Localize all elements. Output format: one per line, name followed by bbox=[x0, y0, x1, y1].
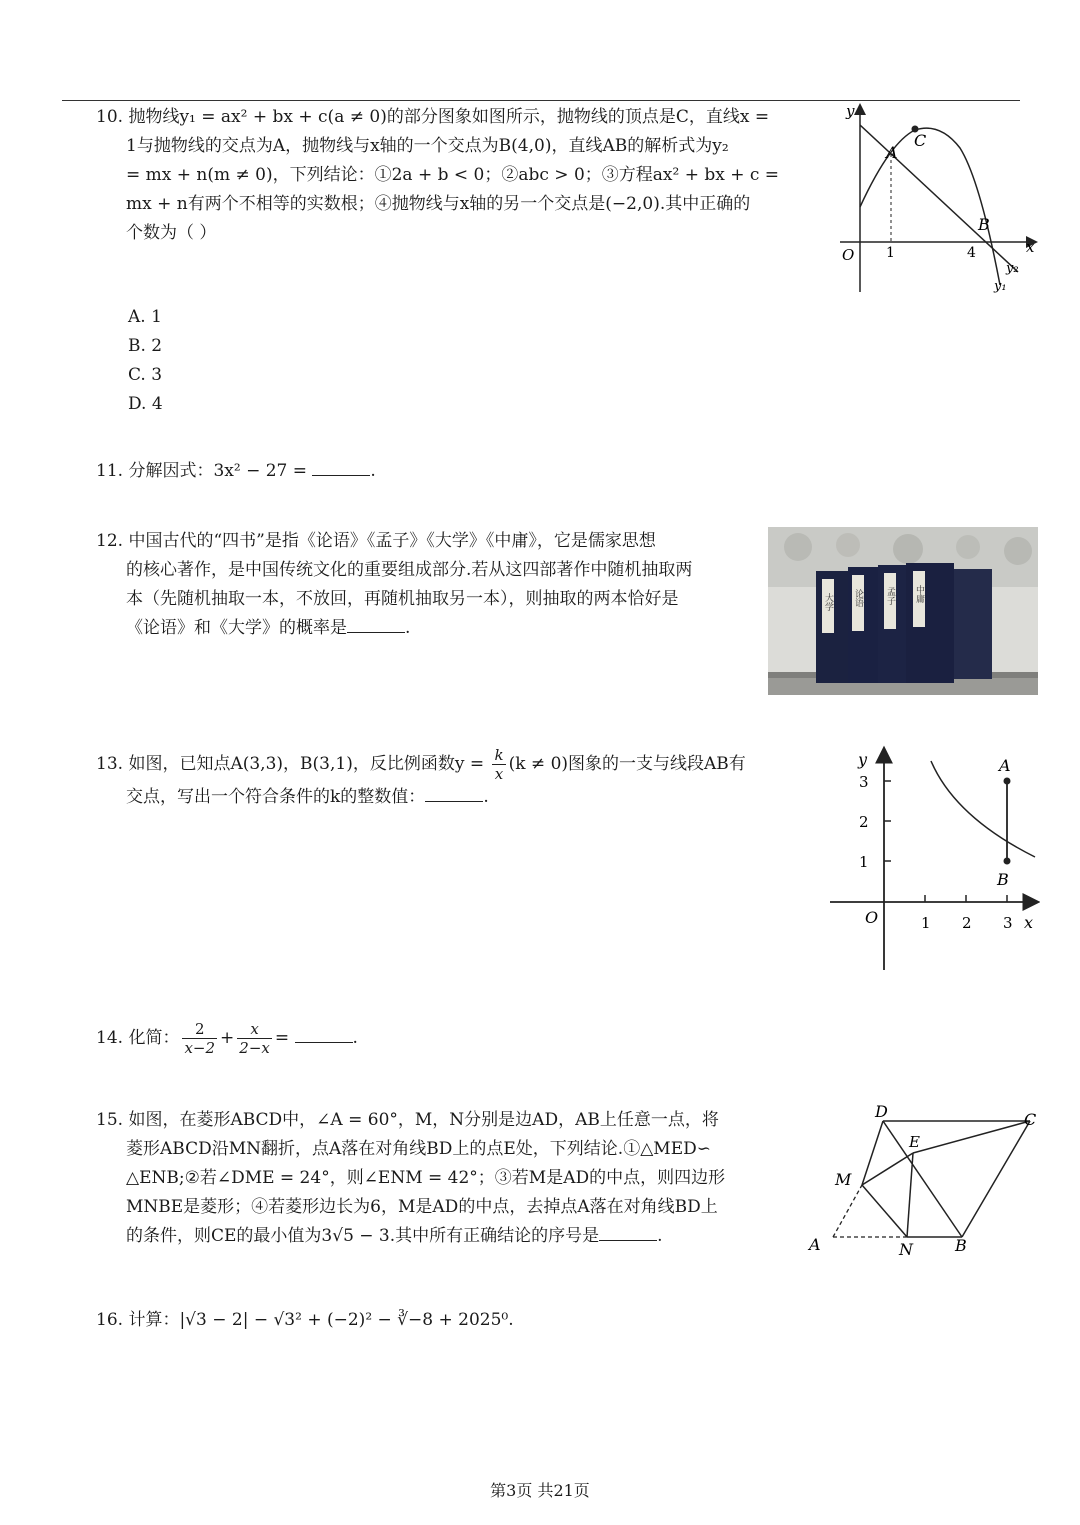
label-y: y bbox=[858, 750, 868, 769]
period: . bbox=[483, 787, 489, 807]
question-line: = mx + n(m ≠ 0)，下列结论：①2a + b < 0；②abc > 0；③方程ax² + bx + c = bbox=[126, 165, 780, 185]
question-number: 16. bbox=[96, 1310, 124, 1330]
period: . bbox=[352, 1028, 358, 1048]
page-footer: 第3页 共21页 bbox=[490, 1481, 590, 1500]
period: . bbox=[405, 618, 411, 638]
answer-blank[interactable] bbox=[312, 459, 370, 476]
equals-sign: = bbox=[274, 1028, 290, 1048]
book-spine-1: 大学 bbox=[823, 593, 833, 611]
question-number: 11. bbox=[96, 461, 124, 481]
tick-1: 1 bbox=[886, 245, 895, 261]
question-15 bbox=[96, 1106, 811, 1251]
plus-sign: + bbox=[220, 1028, 235, 1048]
option-c[interactable]: C. 3 bbox=[128, 365, 163, 385]
point-a-dot bbox=[1004, 778, 1011, 785]
y-tick-3: 3 bbox=[859, 773, 869, 791]
line-y2 bbox=[860, 125, 1018, 272]
y-tick-2: 2 bbox=[859, 813, 869, 831]
q10-parabola-figure bbox=[830, 100, 1040, 300]
question-text: 分解因式：3x² − 27 = bbox=[128, 461, 308, 481]
hyperbola-branch bbox=[931, 761, 1035, 857]
label-e: E bbox=[909, 1133, 920, 1151]
q13-hyperbola-figure bbox=[825, 745, 1040, 975]
label-y1: y₁ bbox=[994, 279, 1007, 294]
question-text: 如图，已知点A(3,3)，B(3,1)，反比例函数y = bbox=[128, 754, 485, 774]
label-x: x bbox=[1024, 913, 1034, 932]
book-spine-2: 论语 bbox=[853, 589, 863, 607]
point-b-dot bbox=[1004, 858, 1011, 865]
question-line: 《论语》和《大学》的概率是 bbox=[126, 618, 347, 638]
label-y: y bbox=[846, 102, 855, 120]
answer-blank[interactable] bbox=[295, 1026, 353, 1043]
book-spine-3: 孟子 bbox=[885, 587, 895, 605]
label-origin: O bbox=[842, 246, 855, 264]
question-line: MNBE是菱形；④若菱形边长为6，M是AD的中点，去掉点A落在对角线BD上 bbox=[126, 1197, 718, 1217]
question-line: 如图，在菱形ABCD中，∠A = 60°，M，N分别是边AD，AB上任意一点，将 bbox=[128, 1110, 719, 1130]
book-spine-4: 中庸 bbox=[914, 585, 924, 603]
question-text: 交点，写出一个符合条件的k的整数值： bbox=[126, 787, 426, 807]
question-line: △ENB;②若∠DME = 24°，则∠ENM = 42°；③若M是AD的中点，则四边形 bbox=[126, 1168, 726, 1188]
question-11 bbox=[96, 457, 376, 486]
y-tick-1: 1 bbox=[859, 853, 869, 871]
question-line: 菱形ABCD沿MN翻折，点A落在对角线BD上的点E处，下列结论.①△MED∽ bbox=[126, 1139, 711, 1159]
question-line: 的条件，则CE的最小值为3√5 − 3.其中所有正确结论的序号是 bbox=[126, 1226, 600, 1246]
question-number: 12. bbox=[96, 531, 124, 551]
period: . bbox=[370, 461, 376, 481]
question-14 bbox=[96, 1020, 358, 1057]
label-b: B bbox=[955, 1236, 967, 1255]
parabola-y1 bbox=[860, 128, 1000, 285]
tick-4: 4 bbox=[967, 245, 976, 261]
question-12 bbox=[96, 527, 761, 643]
q10-options bbox=[128, 303, 163, 419]
label-n: N bbox=[899, 1240, 913, 1259]
answer-blank[interactable] bbox=[347, 616, 405, 633]
answer-blank[interactable] bbox=[599, 1224, 657, 1241]
question-text: (k ≠ 0)图象的一支与线段AB有 bbox=[508, 754, 746, 774]
question-number: 13. bbox=[96, 754, 124, 774]
label-d: D bbox=[875, 1105, 888, 1121]
x-tick-3: 3 bbox=[1003, 914, 1013, 932]
question-16 bbox=[96, 1306, 514, 1335]
fraction-1: $\frac{2}{x-2}$ bbox=[184, 1020, 216, 1057]
question-label: 化简： bbox=[128, 1028, 180, 1048]
question-line: 1与抛物线的交点为A，抛物线与x轴的一个交点为B(4,0)，直线AB的解析式为y₂ bbox=[126, 136, 729, 156]
question-line: 抛物线y₁ = ax² + bx + c(a ≠ 0)的部分图象如图所示，抛物线的顶点是C，直线x = bbox=[128, 107, 770, 127]
label-y2: y₂ bbox=[1006, 261, 1019, 276]
label-c: C bbox=[1024, 1110, 1037, 1129]
label-a: A bbox=[886, 143, 898, 162]
question-line: mx + n有两个不相等的实数根；④抛物线与x轴的另一个交点是(−2,0).其中正确的 bbox=[126, 194, 751, 214]
label-a: A bbox=[999, 756, 1011, 775]
label-c: C bbox=[914, 131, 927, 150]
question-line: 本（先随机抽取一本，不放回，再随机抽取另一本），则抽取的两本恰好是 bbox=[126, 589, 679, 609]
period: . bbox=[657, 1226, 663, 1246]
label-a: A bbox=[809, 1235, 821, 1254]
question-text: 计算：|√3 − 2| − √3² + (−2)² − ∛−8 + 2025⁰. bbox=[128, 1310, 514, 1330]
fraction-2: $\frac{x}{2-x}$ bbox=[239, 1020, 270, 1057]
question-line: 个数为（ ） bbox=[126, 223, 217, 243]
label-m: M bbox=[835, 1170, 852, 1189]
option-a[interactable]: A. 1 bbox=[128, 307, 162, 327]
q15-rhombus-figure bbox=[805, 1105, 1045, 1260]
question-13 bbox=[96, 746, 831, 812]
question-number: 15. bbox=[96, 1110, 124, 1130]
x-tick-2: 2 bbox=[962, 914, 972, 932]
question-number: 14. bbox=[96, 1028, 124, 1048]
label-x: x bbox=[1026, 238, 1035, 256]
question-10 bbox=[96, 103, 836, 248]
question-line: 的核心著作，是中国传统文化的重要组成部分.若从这四部著作中随机抽取两 bbox=[126, 560, 693, 580]
option-b[interactable]: B. 2 bbox=[128, 336, 163, 356]
label-b: B bbox=[978, 215, 990, 234]
label-origin: O bbox=[865, 908, 879, 927]
label-b: B bbox=[997, 870, 1009, 889]
four-books-photo bbox=[768, 527, 1038, 695]
question-line: 中国古代的“四书”是指《论语》《孟子》《大学》《中庸》，它是儒家思想 bbox=[128, 531, 656, 551]
x-tick-1: 1 bbox=[921, 914, 931, 932]
question-number: 10. bbox=[96, 107, 124, 127]
answer-blank[interactable] bbox=[425, 785, 483, 802]
fraction-k-over-x: $\frac{k}{x}$ bbox=[494, 746, 504, 783]
option-d[interactable]: D. 4 bbox=[128, 394, 163, 414]
